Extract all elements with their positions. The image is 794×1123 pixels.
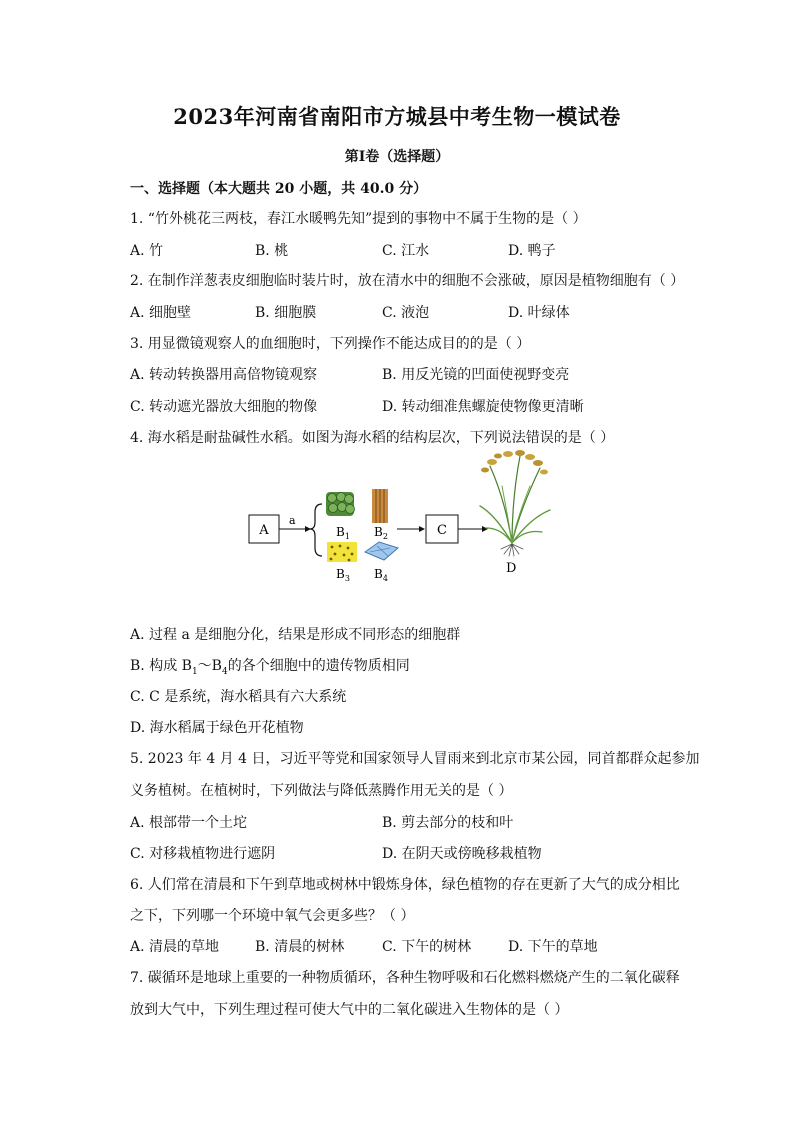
q4-option-b: B. 构成 $B_1\sim B_4$的各个细胞中的遗传物质相同: [130, 658, 410, 677]
q3-option-c: C. 转动遮光器放大细胞的物像: [130, 399, 318, 415]
q4-option-c: C. C 是系统，海水稻具有六大系统: [130, 689, 347, 705]
box-c-label: C: [437, 523, 447, 538]
section-heading: 一、选择题（本大题共 20 小题，共 40.0 分）: [130, 181, 428, 197]
brace: [310, 504, 322, 556]
q1-option-d: D. 鸭子: [508, 243, 556, 259]
b3-label: $B_3$: [336, 567, 350, 583]
question-2-stem: 2. 在制作洋葱表皮细胞临时装片时，放在清水中的细胞不会涨破，原因是植物细胞有（ ）: [130, 273, 685, 289]
q1-option-a: A. 竹: [130, 243, 164, 259]
b2-label: $B_2$: [374, 525, 388, 541]
tissue-b3-icon: [327, 542, 357, 562]
question-4-stem: 4. 海水稻是耐盐碱性水稻。如图为海水稻的结构层次，下列说法错误的是（ ）: [130, 430, 615, 446]
process-a-label: a: [289, 514, 296, 527]
q1-option-b: B. 桃: [255, 243, 289, 259]
q2-option-b: B. 细胞膜: [255, 305, 317, 321]
b1-label: $B_1$: [336, 525, 350, 541]
question-5-stem-line1: 5. 2023 年 4 月 4 日，习近平等党和国家领导人冒雨来到北京市某公园，同首都群众起参加: [130, 751, 700, 767]
question-5-stem-line2: 义务植树。在植树时，下列做法与降低蒸腾作用无关的是（ ）: [130, 783, 513, 799]
q4-option-a: A. 过程 a 是细胞分化，结果是形成不同形态的细胞群: [130, 627, 461, 643]
question-1-stem: 1. “竹外桃花三两枝，春江水暖鸭先知”提到的事物中不属于生物的是（ ）: [130, 211, 587, 227]
q5-option-b: B. 剪去部分的枝和叶: [382, 815, 514, 831]
q2-option-a: A. 细胞壁: [130, 305, 192, 321]
b4-label: $B_4$: [374, 567, 388, 583]
q1-option-c: C. 江水: [382, 243, 430, 259]
q4-option-d: D. 海水稻属于绿色开花植物: [130, 720, 304, 736]
question-6-stem-line2: 之下，下列哪一个环境中氧气会更多些？（ ）: [130, 908, 415, 924]
q6-option-a: A. 清晨的草地: [130, 939, 220, 955]
q5-option-a: A. 根部带一个土坨: [130, 815, 248, 831]
question-6-stem-line1: 6. 人们常在清晨和下午到草地或树林中锻炼身体，绿色植物的存在更新了大气的成分相比: [130, 877, 680, 893]
volume-subtitle: 第Ⅰ卷（选择题）: [344, 149, 450, 165]
q6-option-d: D. 下午的草地: [508, 939, 598, 955]
q3-option-d: D. 转动细准焦螺旋使物像更清晰: [382, 399, 584, 415]
rice-structure-diagram: [240, 448, 570, 588]
arrow-c-d-head: [482, 526, 488, 532]
box-a-label: A: [259, 523, 269, 538]
q6-option-b: B. 清晨的树林: [255, 939, 345, 955]
tissue-b4-icon: [365, 542, 398, 560]
plant-d-label: D: [506, 561, 517, 576]
question-3-stem: 3. 用显微镜观察人的血细胞时，下列操作不能达成目的的是（ ）: [130, 336, 531, 352]
q6-option-c: C. 下午的树林: [382, 939, 472, 955]
tissue-b2-icon: [372, 489, 388, 523]
q5-option-d: D. 在阴天或傍晚移栽植物: [382, 846, 542, 862]
q2-option-d: D. 叶绿体: [508, 305, 570, 321]
arrow-b-c-head: [419, 526, 425, 532]
q5-option-c: C. 对移栽植物进行遮阴: [130, 846, 276, 862]
rice-plant-icon: [480, 450, 550, 556]
q2-option-c: C. 液泡: [382, 305, 430, 321]
q3-option-b: B. 用反光镜的凹面使视野变亮: [382, 367, 570, 383]
question-7-stem-line1: 7. 碳循环是地球上重要的一种物质循环，各种生物呼吸和石化燃料燃烧产生的二氧化碳释: [130, 970, 680, 986]
q3-option-a: A. 转动转换器用高倍物镜观察: [130, 367, 318, 383]
exam-title: 2023年河南省南阳市方城县中考生物一模试卷: [173, 104, 621, 129]
tissue-b1-icon: [326, 492, 355, 516]
question-7-stem-line2: 放到大气中，下列生理过程可使大气中的二氧化碳进入生物体的是（ ）: [130, 1002, 569, 1018]
